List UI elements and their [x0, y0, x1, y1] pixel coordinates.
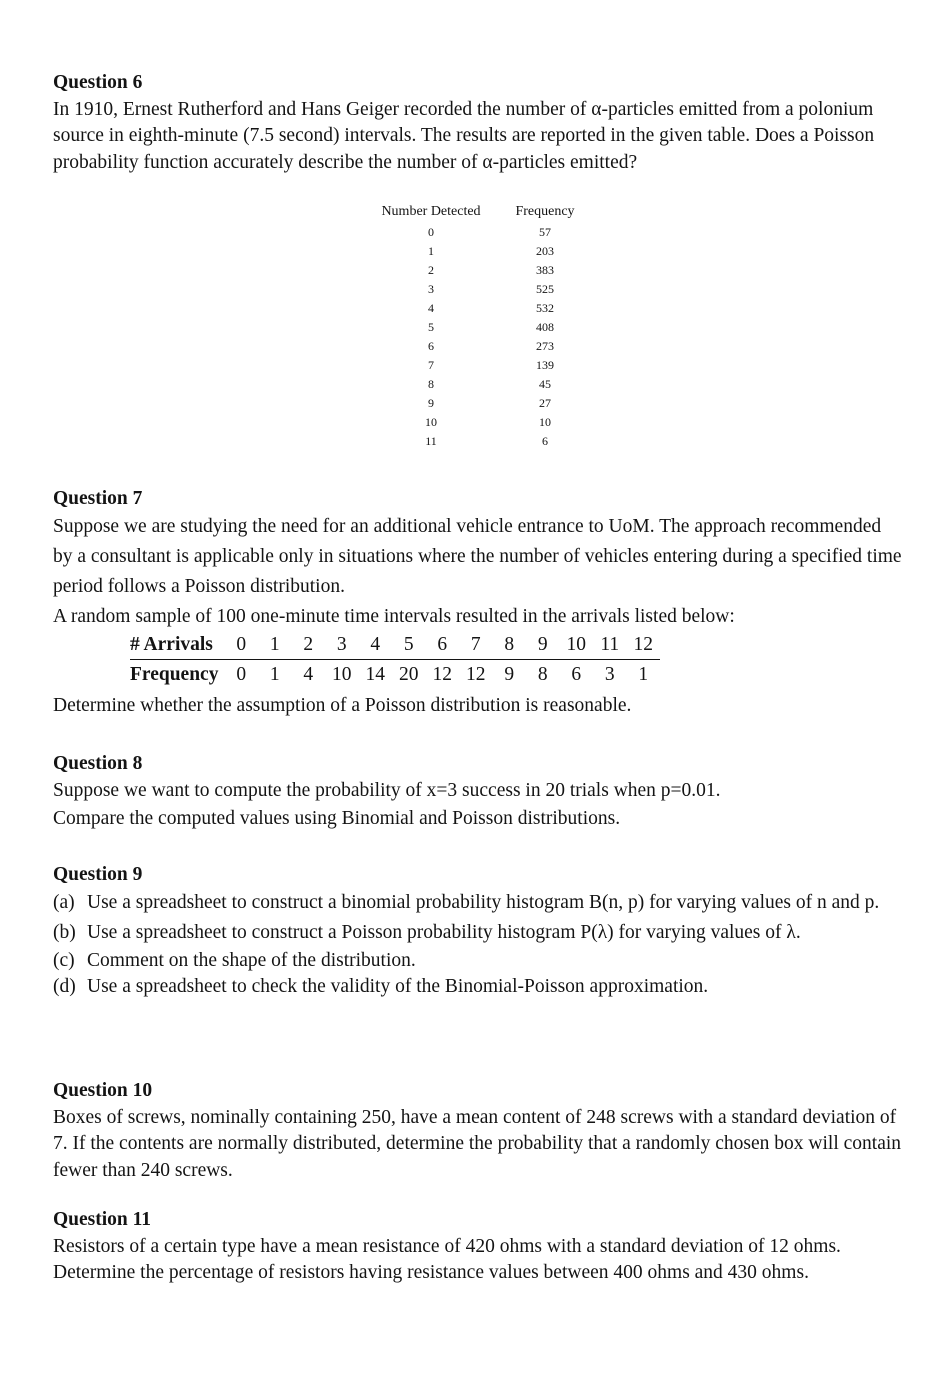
table-row	[370, 242, 598, 261]
number-detected-cell: 10	[425, 415, 437, 429]
question-9-part-d	[53, 974, 905, 1000]
number-detected-cell: 3	[428, 282, 434, 296]
table-row	[370, 394, 598, 413]
arrivals-table	[130, 630, 660, 689]
arrivals-cell: 2	[303, 634, 314, 655]
frequency-label: Frequency	[130, 664, 219, 685]
part-text: Use a spreadsheet to construct a Poisson probability histogram P(λ) for varying values of λ.	[87, 922, 801, 943]
question-11-title: Question 11	[53, 1209, 152, 1230]
number-detected-cell: 2	[428, 263, 434, 277]
number-detected-cell: 11	[425, 434, 437, 448]
table-row	[370, 261, 598, 280]
question-8	[53, 751, 905, 833]
number-detected-cell: 8	[428, 377, 434, 391]
question-10-text: Boxes of screws, nominally containing 250, have a mean content of 248 screws with a standard deviation of 7. If the contents are normally distributed, determine the probability that a randomly chosen box will contain fewer than 240 screws.	[53, 1106, 902, 1181]
question-8-paragraph-1: Suppose we want to compute the probability of x=3 success in 20 trials when p=0.01.	[53, 780, 721, 801]
frequency-cell: 139	[536, 358, 554, 372]
alpha-particles-table	[370, 202, 598, 451]
table-row	[370, 356, 598, 375]
part-text: Use a spreadsheet to check the validity of the Binomial-Poisson approximation.	[87, 976, 709, 997]
question-7-paragraph-3: Determine whether the assumption of a Poisson distribution is reasonable.	[53, 695, 632, 716]
arrivals-cell: 5	[403, 634, 414, 655]
table-row	[370, 318, 598, 337]
number-detected-cell: 4	[428, 301, 434, 315]
arrivals-cell: 3	[336, 634, 347, 655]
number-detected-cell: 1	[428, 244, 434, 258]
frequency-cell: 408	[536, 320, 554, 334]
part-key: (a)	[53, 892, 75, 913]
question-8-title: Question 8	[53, 753, 143, 774]
frequency-cell: 57	[539, 225, 551, 239]
frequency-cell: 532	[536, 301, 554, 315]
question-7-title: Question 7	[53, 488, 143, 509]
frequency-cell: 1	[269, 664, 280, 685]
frequency-cell: 20	[398, 664, 419, 685]
frequency-cell: 45	[539, 377, 551, 391]
table-row	[370, 375, 598, 394]
part-text: Comment on the shape of the distribution.	[87, 950, 416, 971]
frequency-cell: 9	[504, 664, 515, 685]
table-row	[370, 223, 598, 242]
part-key: (d)	[53, 976, 76, 997]
number-detected-cell: 6	[428, 339, 434, 353]
frequency-cell: 6	[571, 664, 582, 685]
arrivals-cell: 10	[566, 634, 586, 655]
frequency-cell: 10	[331, 664, 352, 685]
arrivals-cell: 11	[600, 634, 620, 655]
question-7-paragraph-1: Suppose we are studying the need for an additional vehicle entrance to UoM. The approach recommended by a consultant is applicable only in situations where the number of vehicles entering during a specified time period follows a Poisson distribution.	[53, 516, 902, 597]
number-detected-cell: 7	[428, 358, 434, 372]
frequency-cell: 273	[536, 339, 554, 353]
frequency-cell: 6	[542, 434, 548, 448]
frequency-cell: 4	[303, 664, 314, 685]
part-key: (b)	[53, 922, 76, 943]
frequency-cell: 27	[539, 396, 551, 410]
table-row	[370, 299, 598, 318]
question-6-text: In 1910, Ernest Rutherford and Hans Geiger recorded the number of α-particles emitted from a polonium source in eighth-minute (7.5 second) intervals. The results are reported in the given table. Does a Poisson probability function accurately describe the number of α-particles emitted?	[53, 98, 875, 173]
question-10	[53, 1078, 905, 1184]
table-row	[370, 337, 598, 356]
frequency-cell: 525	[536, 282, 554, 296]
frequency-cell: 383	[536, 263, 554, 277]
arrivals-cell: 0	[236, 634, 247, 655]
question-9-title: Question 9	[53, 864, 143, 885]
arrivals-cell: 8	[504, 634, 515, 655]
frequency-cell: 203	[536, 244, 554, 258]
frequency-cell: 14	[365, 664, 385, 685]
number-detected-cell: 9	[428, 396, 434, 410]
table-header-number-detected: Number Detected	[381, 204, 481, 219]
arrivals-cell: 12	[633, 634, 653, 655]
arrivals-row	[130, 630, 660, 660]
question-9-part-a	[53, 888, 905, 918]
question-6-title: Question 6	[53, 72, 143, 93]
frequency-cell: 12	[465, 664, 486, 685]
question-9	[53, 862, 905, 1000]
frequency-cell: 8	[537, 664, 548, 685]
table-header-frequency: Frequency	[515, 204, 575, 219]
arrivals-cell: 4	[370, 634, 381, 655]
number-detected-cell: 0	[428, 225, 434, 239]
question-10-title: Question 10	[53, 1080, 153, 1101]
arrivals-cell: 1	[269, 634, 280, 655]
table-row	[370, 280, 598, 299]
frequency-cell: 3	[604, 664, 615, 685]
alpha-particles-table-body	[370, 223, 598, 451]
frequency-cell: 10	[539, 415, 551, 429]
number-detected-cell: 5	[428, 320, 434, 334]
question-11-text: Resistors of a certain type have a mean resistance of 420 ohms with a standard deviation of 12 ohms. Determine the percentage of resistors having resistance values between 400 ohms and 430 ohms.	[53, 1235, 841, 1283]
frequency-cell: 1	[638, 664, 649, 685]
question-8-paragraph-2: Compare the computed values using Binomial and Poisson distributions.	[53, 808, 621, 829]
question-9-part-c	[53, 948, 905, 974]
arrivals-cell: 7	[470, 634, 481, 655]
table-row	[370, 413, 598, 432]
question-6	[53, 70, 905, 176]
frequency-row	[130, 660, 660, 690]
part-text: Use a spreadsheet to construct a binomial probability histogram B(n, p) for varying values of n and p.	[87, 892, 880, 913]
part-key: (c)	[53, 950, 75, 971]
question-7-paragraph-2: A random sample of 100 one-minute time intervals resulted in the arrivals listed below:	[53, 606, 735, 627]
arrivals-label: # Arrivals	[130, 634, 213, 655]
frequency-cell: 0	[236, 664, 247, 685]
arrivals-cell: 6	[437, 634, 448, 655]
question-11	[53, 1207, 905, 1287]
table-row	[370, 432, 598, 451]
frequency-cell: 12	[432, 664, 452, 685]
arrivals-cell: 9	[537, 634, 548, 655]
question-9-part-b	[53, 918, 905, 948]
